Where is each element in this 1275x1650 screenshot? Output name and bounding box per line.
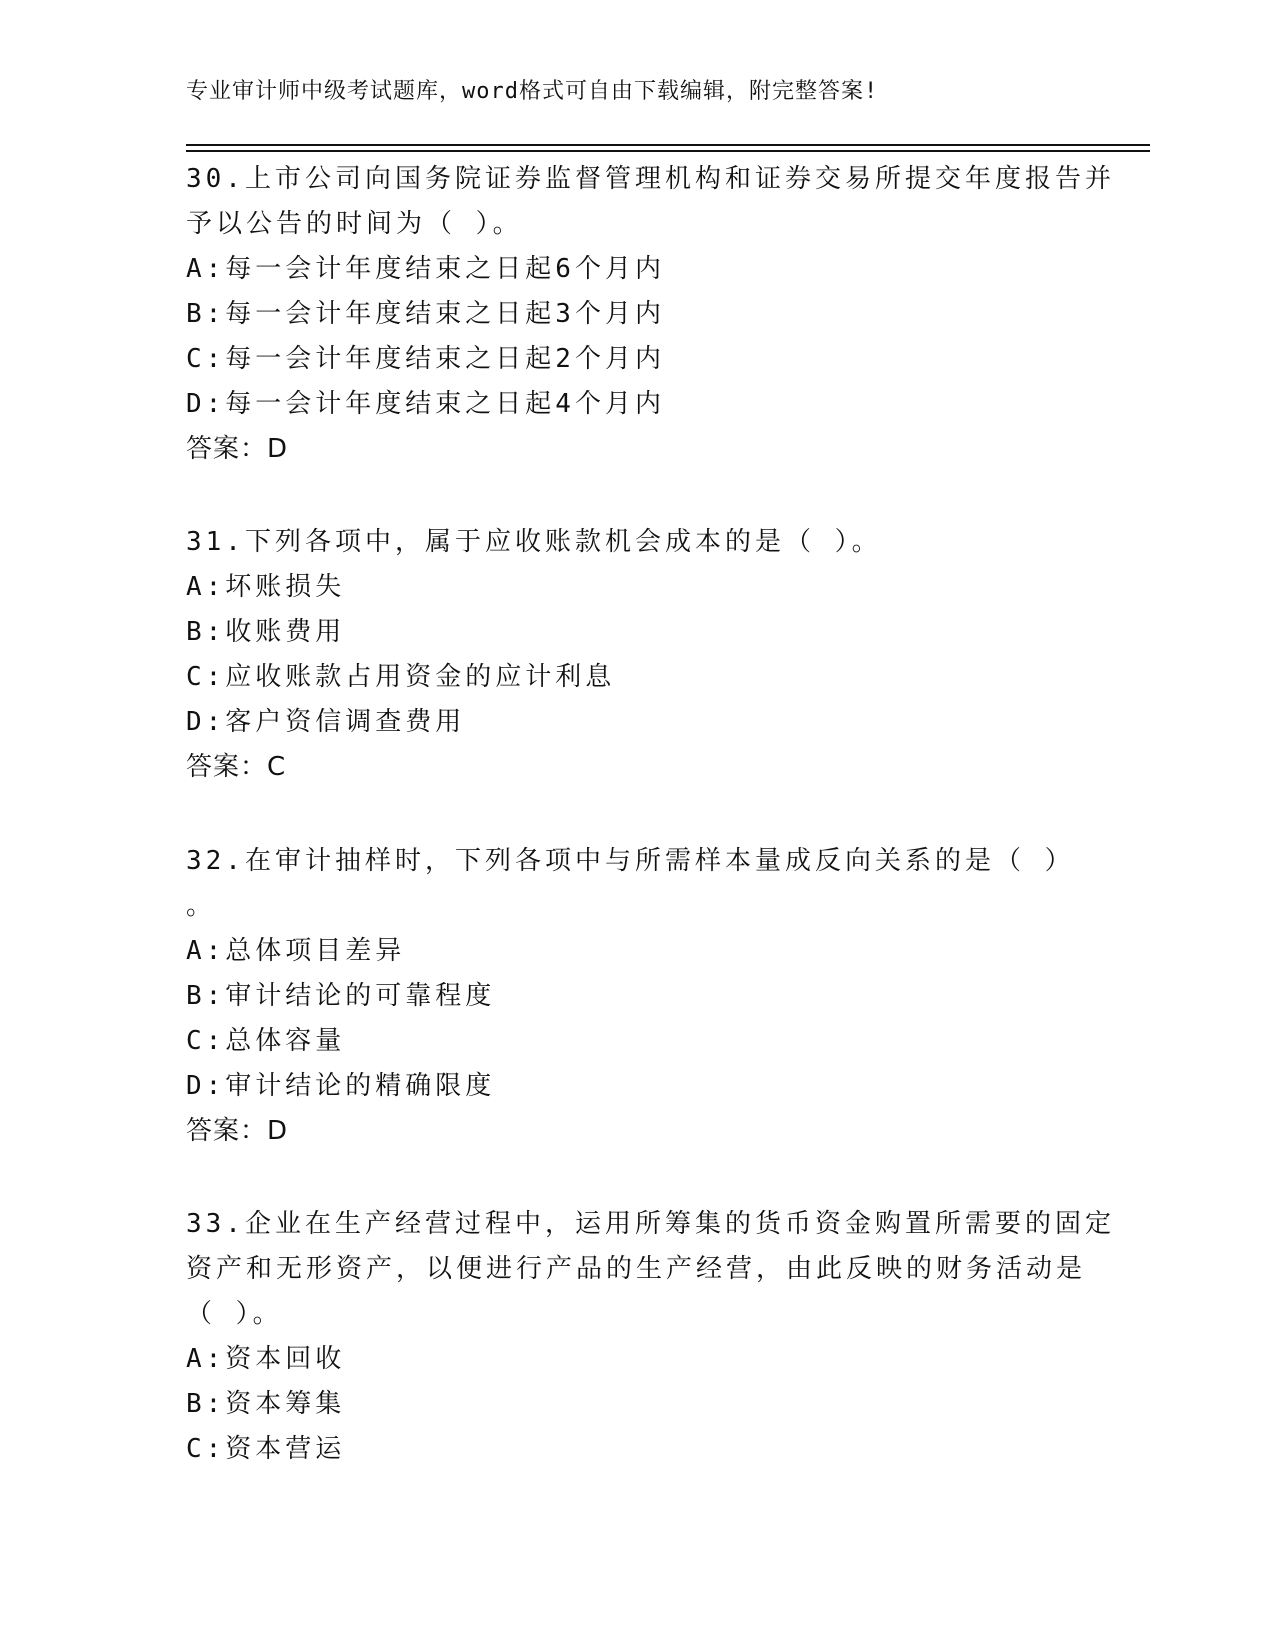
option-c: C:每一会计年度结束之日起2个月内 (186, 344, 665, 374)
question-stem: 32.在审计抽样时，下列各项中与所需样本量成反向关系的是（ ） (186, 846, 1075, 876)
option-b: B:审计结论的可靠程度 (186, 981, 496, 1011)
question-30 (186, 157, 1115, 472)
option-d: D:每一会计年度结束之日起4个月内 (186, 389, 665, 419)
question-stem: 资产和无形资产，以便进行产品的生产经营，由此反映的财务活动是 (186, 1254, 1087, 1284)
question-32 (186, 839, 1086, 1154)
question-stem: 予以公告的时间为（ ）。 (186, 209, 523, 239)
question-stem: 31.下列各项中，属于应收账款机会成本的是（ ）。 (186, 527, 882, 557)
question-stem: （ ）。 (186, 1299, 283, 1329)
option-c: C:资本营运 (186, 1434, 346, 1464)
option-b: B:每一会计年度结束之日起3个月内 (186, 299, 665, 329)
question-stem: 33.企业在生产经营过程中，运用所筹集的货币资金购置所需要的固定 (186, 1209, 1115, 1239)
question-33 (186, 1202, 1115, 1472)
question-stem: 30.上市公司向国务院证券监督管理机构和证券交易所提交年度报告并 (186, 164, 1115, 194)
header-rule-top (186, 144, 1150, 146)
header-rule-bottom (186, 150, 1150, 152)
answer: 答案：D (186, 434, 289, 464)
option-c: C:总体容量 (186, 1026, 346, 1056)
option-a: A:坏账损失 (186, 572, 346, 602)
option-c: C:应收账款占用资金的应计利息 (186, 662, 616, 692)
option-d: D:客户资信调查费用 (186, 707, 466, 737)
question-31 (186, 520, 1086, 790)
option-b: B:资本筹集 (186, 1389, 346, 1419)
option-d: D:审计结论的精确限度 (186, 1071, 496, 1101)
option-a: A:总体项目差异 (186, 936, 406, 966)
option-a: A:资本回收 (186, 1344, 346, 1374)
question-stem: 。 (186, 891, 217, 921)
option-a: A:每一会计年度结束之日起6个月内 (186, 254, 665, 284)
option-b: B:收账费用 (186, 617, 346, 647)
page-header: 专业审计师中级考试题库，word格式可自由下载编辑，附完整答案! (186, 79, 879, 104)
answer: 答案：D (186, 1116, 289, 1146)
answer: 答案：C (186, 752, 287, 782)
